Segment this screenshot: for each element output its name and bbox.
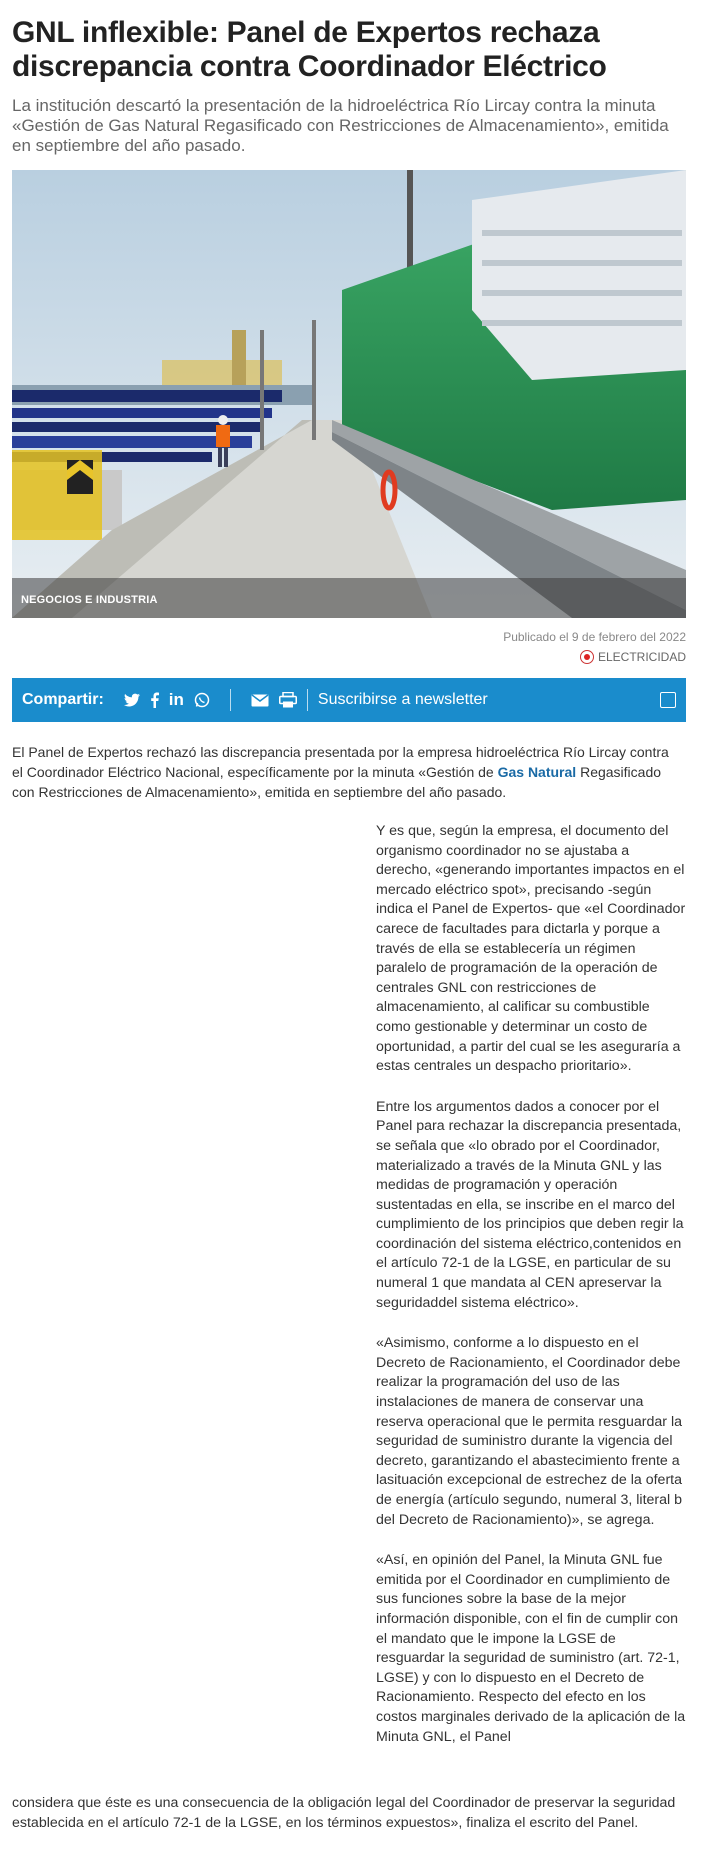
share-label: Compartir:: [22, 691, 104, 708]
paragraph: Y es que, según la empresa, el documento del organismo coordinador no se ajustaba a derecho, «generando importantes impactos en el mercado eléctrico spot», precisando -según indica el Panel de Expertos- que «el Coordinador carece de facultades para dictarla y porque a través de ella se establecería un régimen paralelo de programación de la operación de centrales GNL con restricciones de almacenamiento, al calificar su combustible como gestionable y determinar un costo de oportunidad, a partir del cual se les aseguraría a estas centrales un despacho prioritario».: [376, 823, 686, 1075]
hero-image: [12, 170, 686, 618]
intro-paragraph: [12, 742, 682, 802]
share-icons: [124, 689, 297, 711]
email-icon[interactable]: [251, 694, 269, 707]
divider: [307, 689, 308, 711]
divider: [230, 689, 231, 711]
newsletter-link[interactable]: Suscribirse a newsletter: [317, 691, 488, 708]
paragraph: Entre los argumentos dados a conocer por el Panel para rechazar la discrepancia presentada, se señala que «lo obrado por el Coordinador, materializado a través de la Minuta GNL y las medidas de programación y operación sustentadas en ella, se inscribe en el marco del cumplimiento de los principios que deben regir la coordinación del sistema eléctrico,contenidos en el artículo 72-1 de la LGSE, en particular de su numeral 1 que mandata al CEN apreservar la seguridaddel sistema eléctrico».: [376, 1098, 684, 1311]
lng-terminal-photo: [12, 170, 686, 618]
facebook-icon[interactable]: [150, 692, 159, 708]
category-link[interactable]: [580, 650, 686, 664]
gas-natural-link[interactable]: Gas Natural: [497, 764, 577, 780]
rss-icon[interactable]: [660, 692, 676, 708]
intro-text-end: Regasificado con Restricciones de Almacenamiento», emitida en septiembre del año pasado.: [12, 764, 662, 800]
share-bar: [12, 678, 686, 722]
publish-date: Publicado el 9 de febrero del 2022: [503, 630, 686, 644]
paragraph-continuation: considera que éste es una consecuencia de la obligación legal del Coordinador de preservar la seguridad establecida en el artículo 72-1 de la LGSE, en los términos expuestos», finaliza el escrito del Panel.: [12, 1795, 676, 1831]
intro-text: El Panel de Expertos rechazó las discrepancia presentada por la empresa hidroeléctrica Río Lircay contra el Coordinador Eléctrico Nacional, específicamente por la minuta «Gestión de: [12, 744, 669, 780]
paragraph: «Asimismo, conforme a lo dispuesto en el Decreto de Racionamiento, el Coordinador debe realizar la programación del uso de las instalaciones de manera de conservar una reserva operacional que le permita resguardar la seguridad de suministro durante la vigencia del decreto, garantizando el abastecimiento frente a lasituación excepcional de estrechez de la oferta de energía (artículo segundo, numeral 3, literal b del Decreto de Racionamiento)», se agrega.: [376, 1335, 683, 1528]
category-icon: [580, 650, 594, 664]
article-column: [376, 822, 686, 1747]
whatsapp-icon[interactable]: [194, 692, 210, 708]
print-icon[interactable]: [279, 692, 297, 708]
section-tag[interactable]: NEGOCIOS E INDUSTRIA: [21, 594, 158, 606]
twitter-icon[interactable]: [124, 693, 140, 707]
linkedin-icon[interactable]: in: [168, 690, 184, 709]
category-label: ELECTRICIDAD: [597, 650, 686, 664]
paragraph: «Así, en opinión del Panel, la Minuta GNL fue emitida por el Coordinador en cumplimiento de sus funciones sobre la base de la mejor información disponible, con el fin de cumplir con el mandato que le impone la LGSE de resguardar la seguridad de suministro (art. 72-1, LGSE) y con lo dispuesto en el Decreto de Racionamiento. Respecto del efecto en los costos marginales derivado de la aplicación de la Minuta GNL, el Panel: [376, 1552, 686, 1745]
article-lead: La institución descartó la presentación de la hidroeléctrica Río Lircay contra la minuta «Gestión de Gas Natural Regasificado con Restricciones de Almacenamiento», emitida en septiembre del año pasado.: [12, 96, 669, 155]
article-title: GNL inflexible: Panel de Expertos rechaza discrepancia contra Coordinador Eléctrico: [12, 16, 607, 83]
